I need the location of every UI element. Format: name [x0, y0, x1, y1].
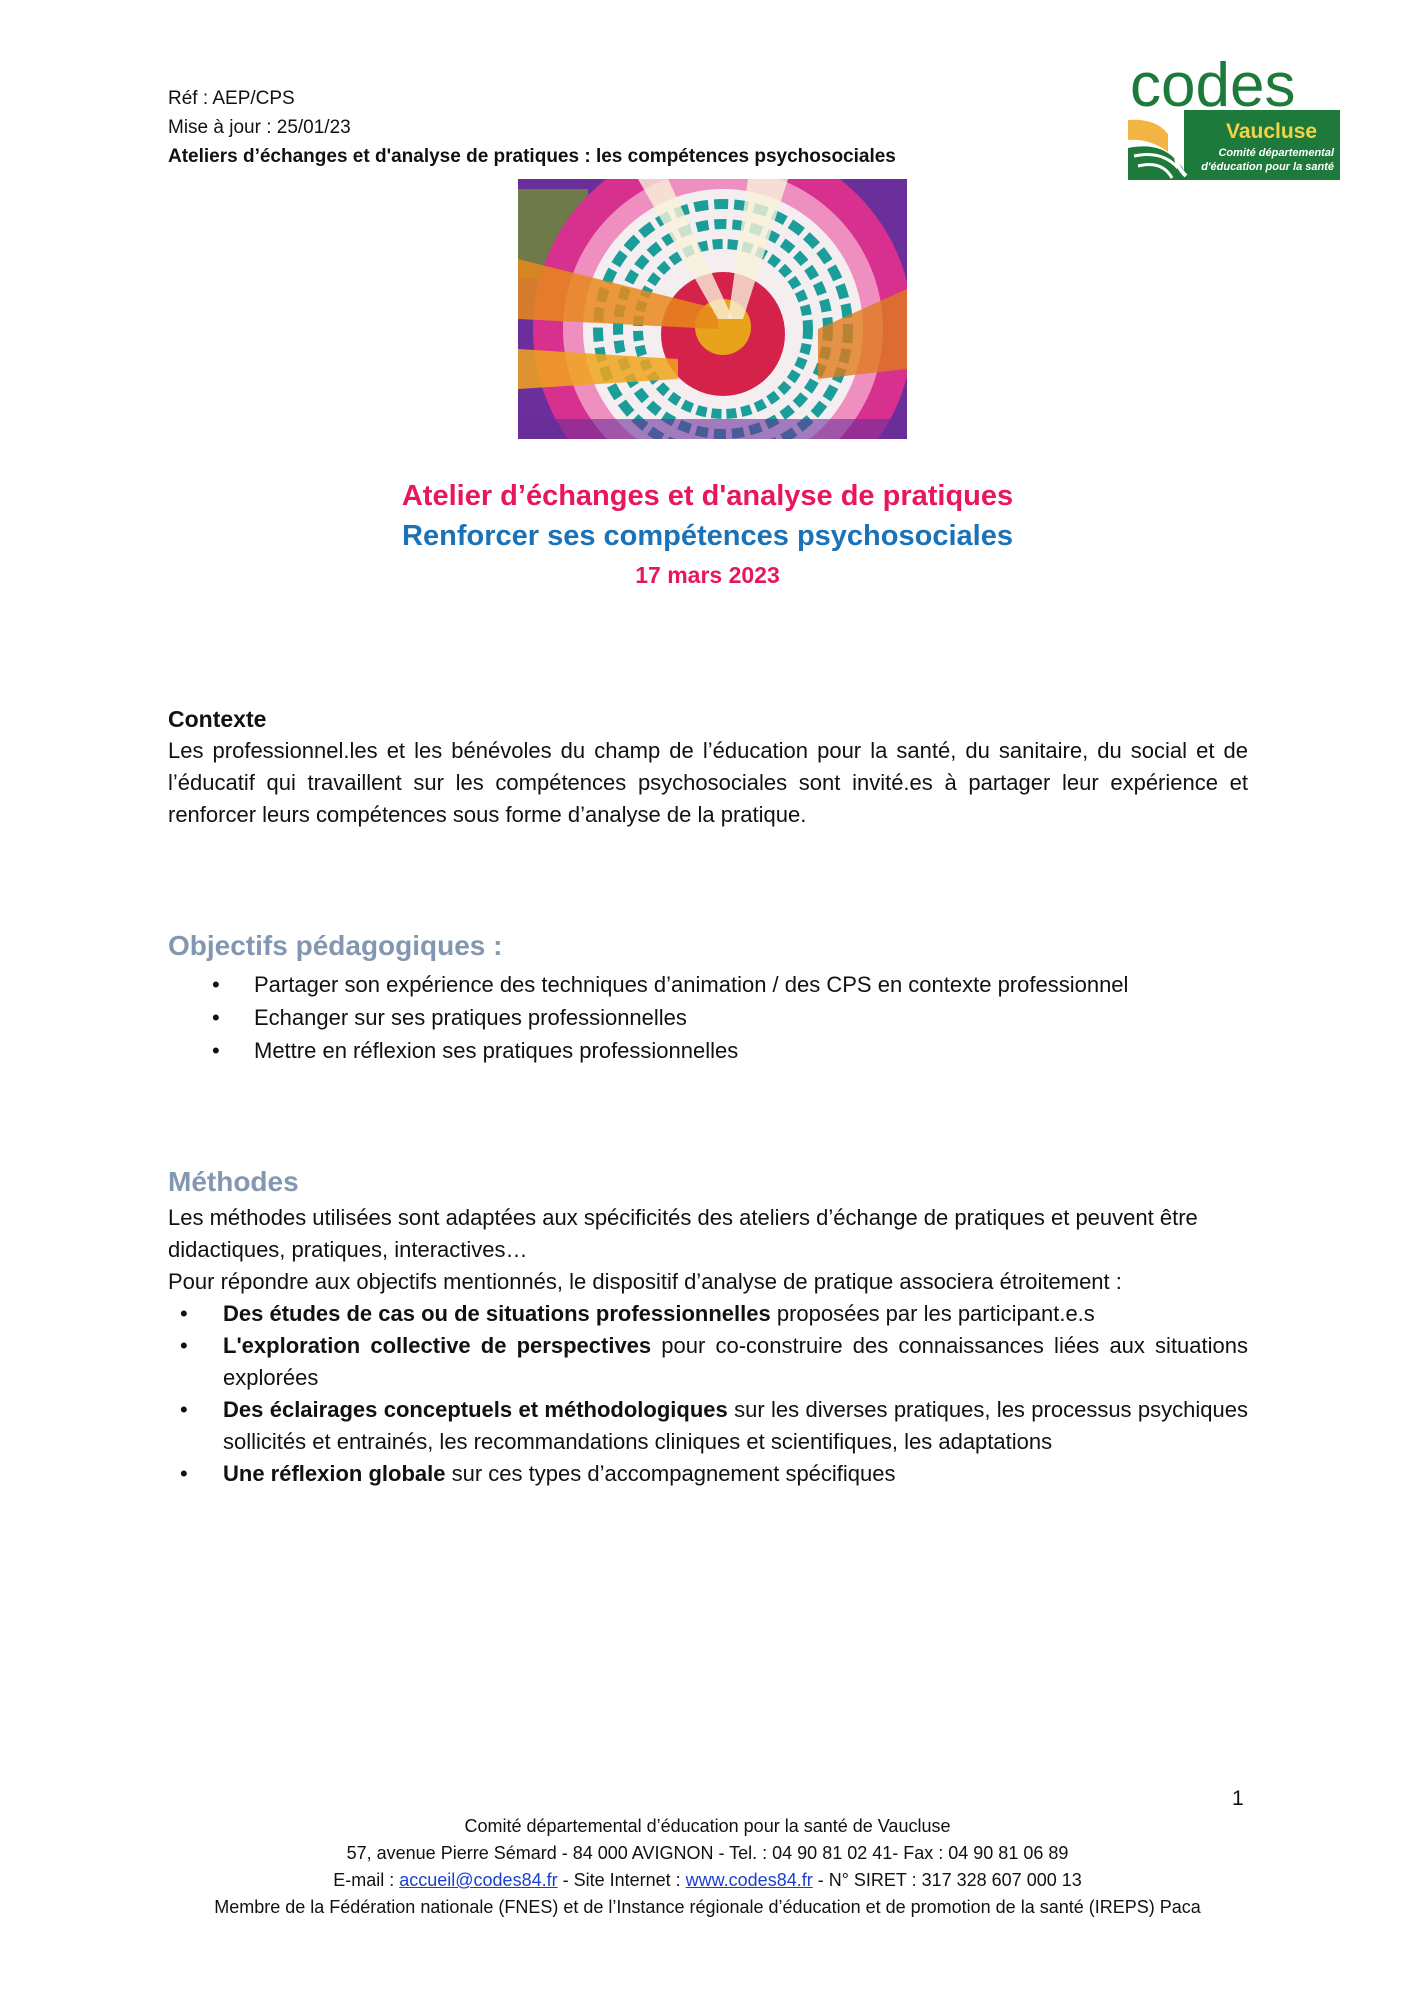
subtitle: Renforcer ses compétences psychosociales — [402, 520, 1013, 552]
footer-contact — [160, 1867, 1255, 1894]
methodes-list — [168, 1298, 1248, 1490]
codes-vaucluse-logo — [1128, 58, 1340, 180]
logo-wordmark: codes — [1130, 58, 1296, 120]
logo-region: Vaucluse — [1226, 120, 1318, 143]
methodes-heading: Méthodes — [168, 1166, 299, 1197]
main-title: Atelier d’échanges et d'analyse de pratiques — [401, 480, 1014, 512]
objectifs-list — [168, 968, 1248, 1067]
methode-item-text: sur les diverses pratiques, les processus psychiques sollicités et entrainés, les recommandations cliniques et scientifiques, les adaptations — [223, 1397, 1248, 1454]
document-header-title: Ateliers d’échanges et d'analyse de pratiques : les compétences psychosociales — [168, 146, 896, 167]
objectif-item: • Mettre en réflexion ses pratiques professionnelles — [168, 1034, 1248, 1067]
methode-item — [168, 1458, 1248, 1490]
objectif-item: • Partager son expérience des techniques d’animation / des CPS en contexte professionnel — [168, 968, 1248, 1001]
contexte-heading: Contexte — [168, 706, 267, 732]
site-label: - Site Internet : — [557, 1870, 686, 1890]
email-label: E-mail : — [333, 1870, 400, 1890]
methodes-intro-1: Les méthodes utilisées sont adaptées aux spécificités des ateliers d’échange de pratiques et peuvent être didactiques, pratiques, interactives… — [168, 1205, 1198, 1262]
footer-org: Comité départemental d’éducation pour la santé de Vaucluse — [464, 1816, 951, 1836]
methode-item-text: sur ces types d’accompagnement spécifiques — [445, 1461, 896, 1486]
update-date: Mise à jour : 25/01/23 — [168, 117, 351, 138]
email-link[interactable]: accueil@codes84.fr — [399, 1870, 558, 1890]
methode-item-bold: Des éclairages conceptuels et méthodologiques — [223, 1397, 728, 1422]
methode-item — [168, 1298, 1248, 1330]
siret: - N° SIRET : 317 328 607 000 13 — [812, 1870, 1082, 1890]
page-number: 1 — [1232, 1787, 1244, 1810]
footer-membership: Membre de la Fédération nationale (FNES) et de l’Instance régionale d’éducation et de promotion de la santé (IREPS) Paca — [214, 1897, 1201, 1917]
methodes-intro — [168, 1202, 1248, 1298]
logo-line2: d'éducation pour la santé — [1201, 161, 1334, 173]
methode-item — [168, 1394, 1248, 1458]
methode-item-bold: Une réflexion globale — [223, 1461, 446, 1486]
objectifs-heading: Objectifs pédagogiques : — [168, 930, 503, 961]
abstract-painting-image — [518, 179, 907, 439]
logo-line1: Comité départemental — [1218, 147, 1334, 159]
contexte-text: Les professionnel.les et les bénévoles du champ de l’éducation pour la santé, du sanitaire, du social et de l’éducatif qui travaillent sur les compétences psychosociales sont invité.es à partager leur expérience et renforcer leurs compétences sous forme d’analyse de la pratique. — [168, 738, 1248, 827]
methode-item-text: pour co-construire des connaissances liées aux situations explorées — [223, 1333, 1249, 1390]
website-link[interactable]: www.codes84.fr — [685, 1870, 813, 1890]
methodes-intro-2: Pour répondre aux objectifs mentionnés, le dispositif d’analyse de pratique associera étroitement : — [168, 1269, 1122, 1294]
footer-address: 57, avenue Pierre Sémard - 84 000 AVIGNON - Tel. : 04 90 81 02 41- Fax : 04 90 81 06 89 — [346, 1843, 1069, 1863]
event-date: 17 mars 2023 — [635, 562, 780, 588]
methode-item-bold: L'exploration collective de perspectives — [223, 1333, 652, 1358]
reference: Réf : AEP/CPS — [168, 88, 295, 109]
methode-item-text: proposées par les participant.e.s — [770, 1301, 1095, 1326]
objectif-item: • Echanger sur ses pratiques professionnelles — [168, 1001, 1248, 1034]
methode-item-bold: Des études de cas ou de situations professionnelles — [223, 1301, 771, 1326]
methode-item — [168, 1330, 1248, 1394]
